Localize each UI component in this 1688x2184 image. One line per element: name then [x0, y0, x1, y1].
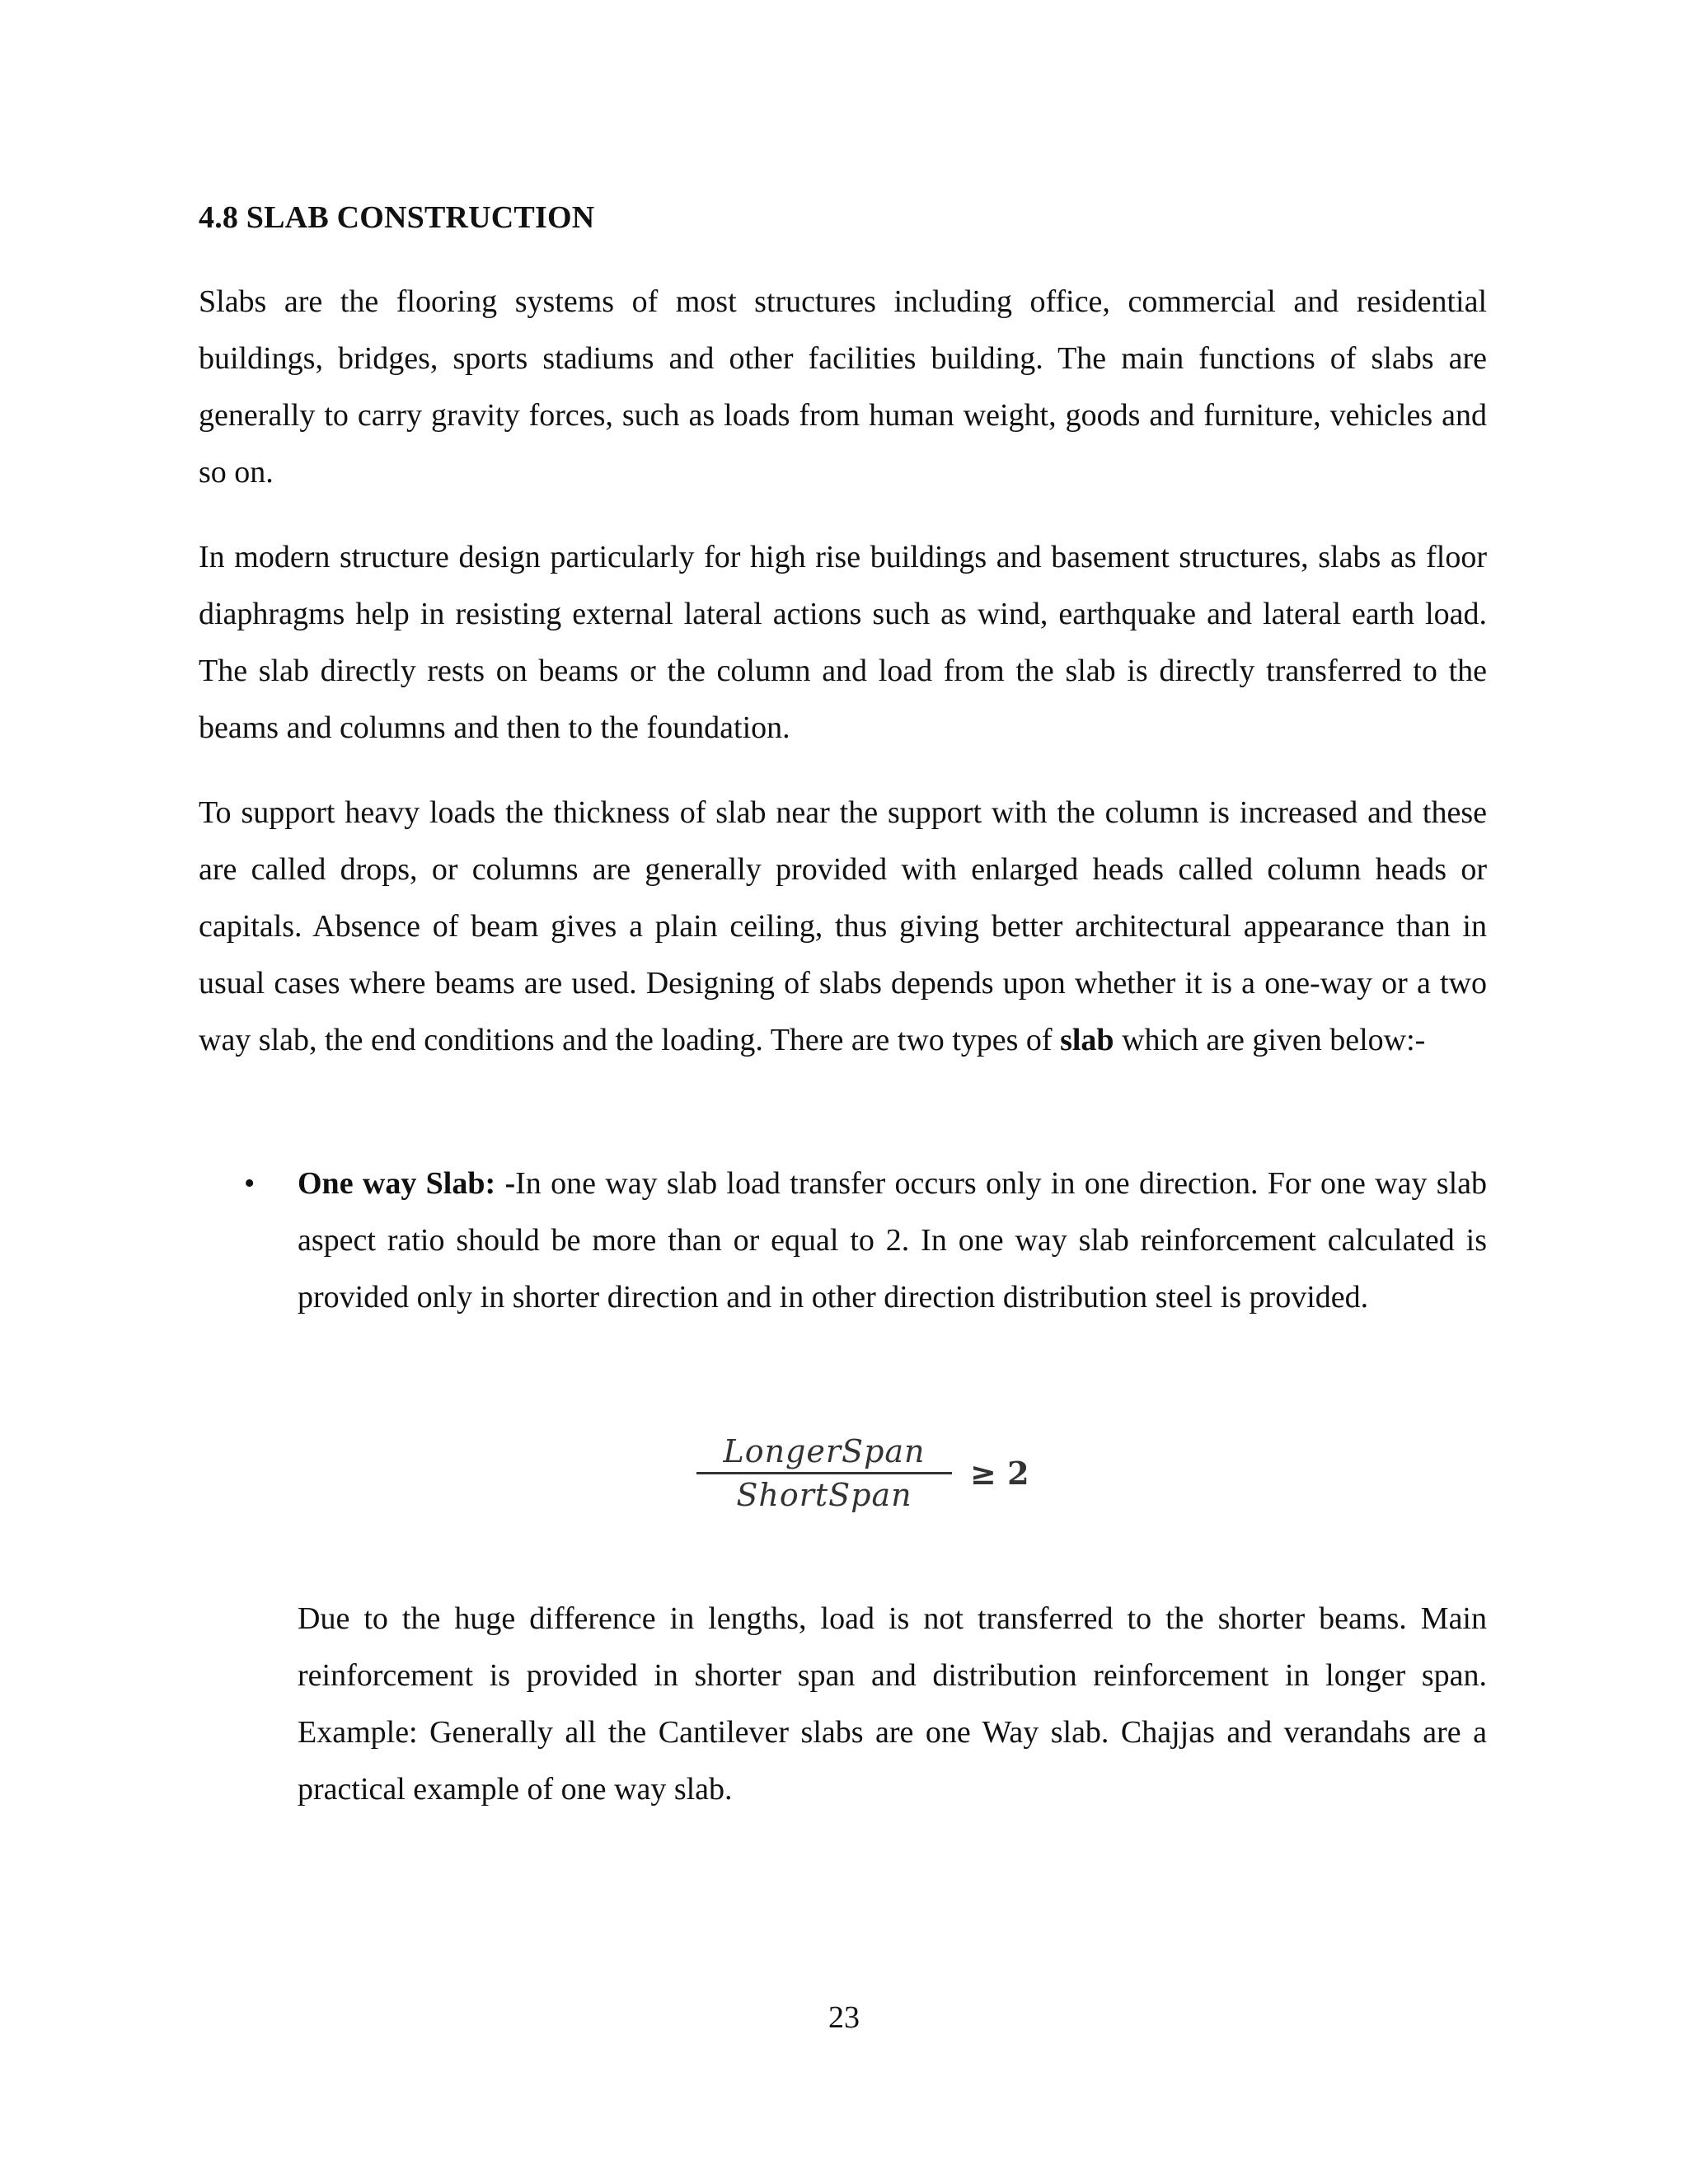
paragraph-heavy-loads-text: To support heavy loads the thickness of slab near the support with the column is increased and these are called drops, or columns are generally provided with enlarged heads called column heads or capitals. Absence of beam gives a plain ceiling, thus giving better architectural appearance than in usual cases where beams are used. Designing of slabs depends upon whether it is a one-way or a two way slab, the end conditions and the loading. There are two types of [199, 795, 1487, 1057]
bold-term-slab: slab [1060, 1023, 1114, 1057]
bullet-text: In one way slab load transfer occurs only in one direction. For one way slab aspect ratio should be more than or equal to 2. In one way slab reinforcement calculated is provided only in shorter direction and in other direction distribution steel is provided. [298, 1166, 1487, 1315]
paragraph-modern-design: In modern structure design particularly for high rise buildings and basement structures, slabs as floor diaphragms help in resisting external lateral actions such as wind, earthquake and lateral earth load. The slab directly rests on beams or the column and load from the slab is directly transferred to the beams and columns and then to the foundation. [199, 540, 1487, 745]
page-number: 23 [828, 2000, 860, 2035]
bullet-one-way-slab [298, 1155, 1487, 1326]
paragraph-slabs-intro: Slabs are the flooring systems of most structures including office, commercial and residential buildings, bridges, sports stadiums and other facilities building. The main functions of slabs are generally to carry gravity forces, such as loads from human weight, goods and furniture, vehicles and so on. [199, 284, 1487, 490]
equation-fraction [696, 1432, 952, 1514]
paragraph-heavy-loads [199, 785, 1487, 1069]
aspect-ratio-equation [696, 1432, 1029, 1514]
section-heading: 4.8 SLAB CONSTRUCTION [199, 200, 595, 235]
equation-numerator: LongerSpan [723, 1433, 926, 1469]
equation-rhs: ≥ 2 [970, 1455, 1029, 1492]
paragraph-after-equation: Due to the huge difference in lengths, load is not transferred to the shorter beams. Main reinforcement is provided in shorter span and distribution reinforcement in longer span. Example: Generally all the Cantilever slabs are one Way slab. Chajjas and verandahs are a practical example of one way slab. [298, 1601, 1487, 1807]
bullet-icon: • [244, 1166, 256, 1201]
bullet-label: One way Slab: - [298, 1166, 516, 1201]
paragraph-heavy-loads-end: which are given below:- [1114, 1023, 1426, 1057]
equation-denominator: ShortSpan [736, 1477, 912, 1513]
fraction-bar [696, 1472, 952, 1474]
